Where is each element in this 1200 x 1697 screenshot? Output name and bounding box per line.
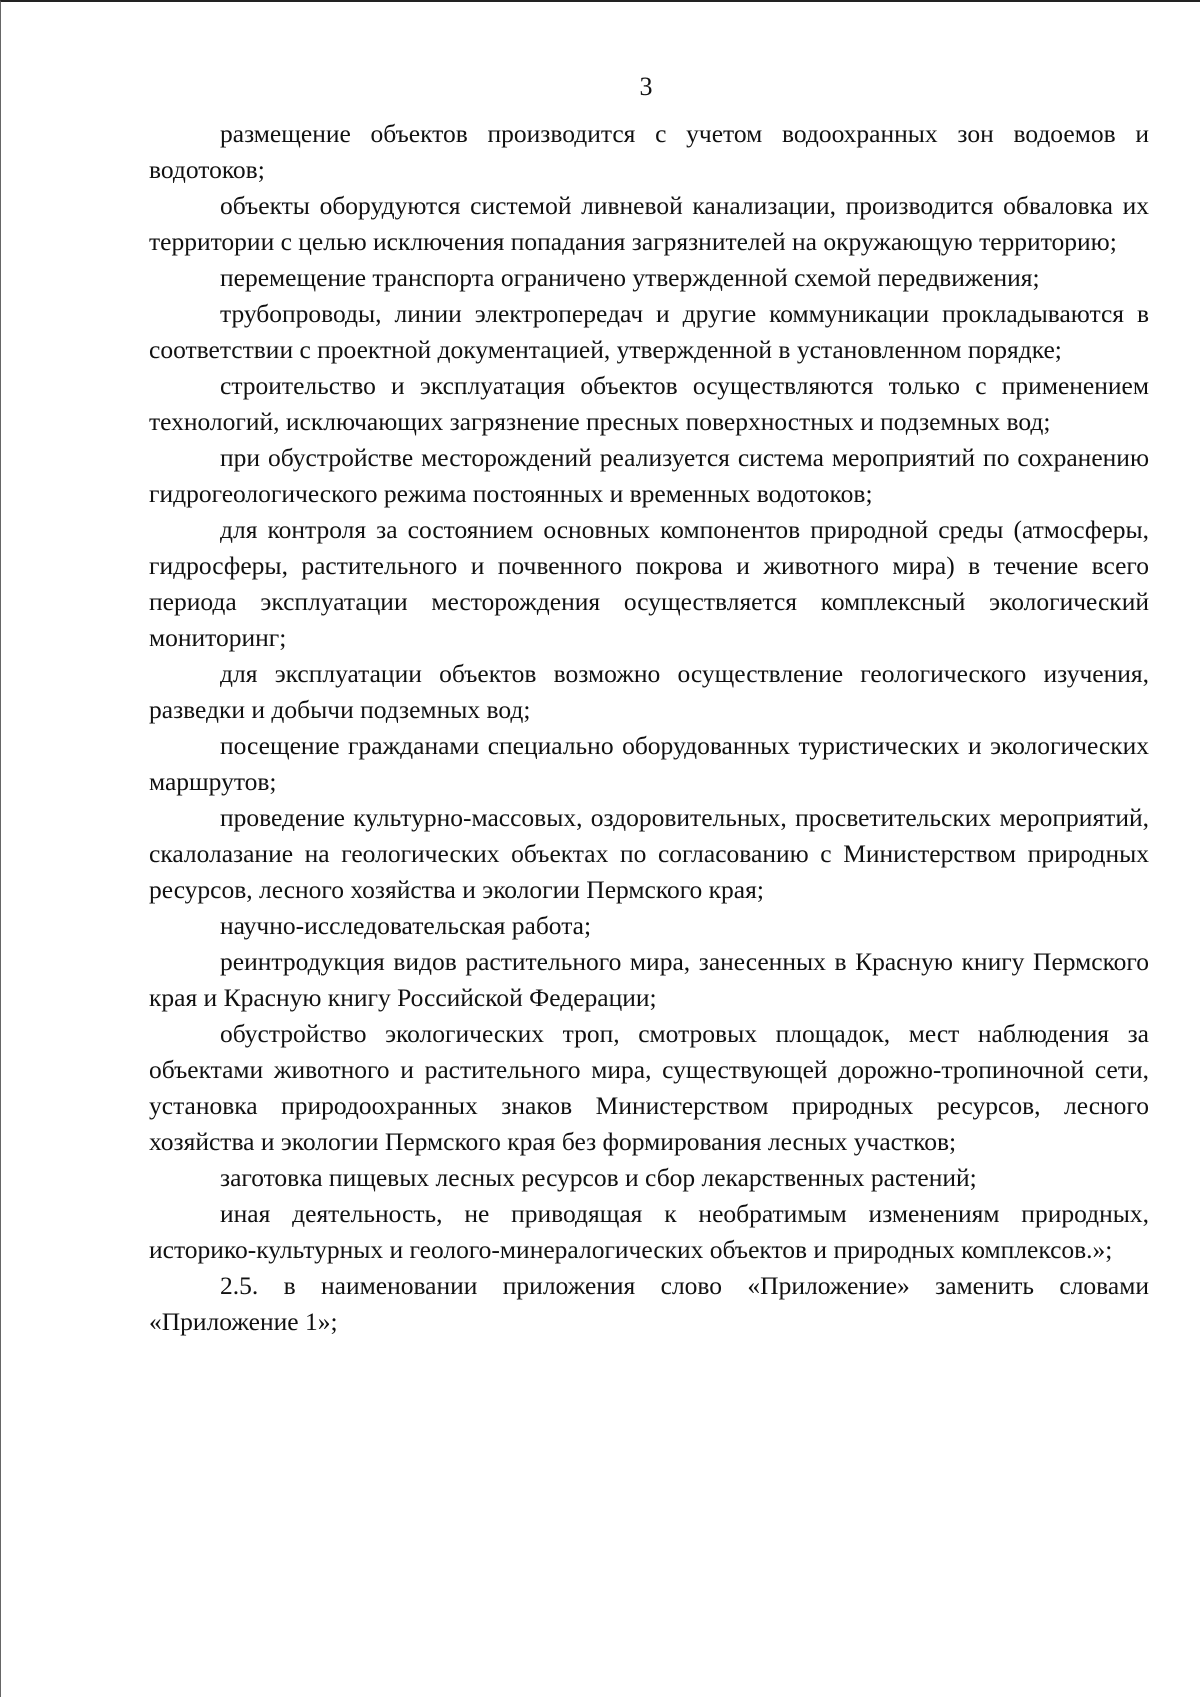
paragraph: трубопроводы, линии электропередач и другие коммуникации прокладываются в соответствии с проектной документацией, утвержденной в установленном порядке; [149, 299, 1149, 364]
paragraph: для контроля за состоянием основных компонентов природной среды (атмосферы, гидросферы, растительного и почвенного покрова и животного мира) в течение всего периода эксплуатации месторождения осуществляется комплексный экологический мониторинг; [149, 515, 1149, 652]
paragraph: размещение объектов производится с учетом водоохранных зон водоемов и водотоков; [149, 119, 1149, 184]
paragraph: реинтродукция видов растительного мира, занесенных в Красную книгу Пермского края и Красную книгу Российской Федерации; [149, 947, 1149, 1012]
paragraph: научно-исследовательская работа; [220, 911, 592, 940]
paragraph: при обустройстве месторождений реализуется система мероприятий по сохранению гидрогеологического режима постоянных и временных водотоков; [149, 443, 1149, 508]
paragraph: 2.5. в наименовании приложения слово «Приложение» заменить словами «Приложение 1»; [149, 1271, 1149, 1336]
paragraph: обустройство экологических троп, смотровых площадок, мест наблюдения за объектами животного и растительного мира, существующей дорожно-тропиночной сети, установка природоохранных знаков Министерством природных ресурсов, лесного хозяйства и экологии Пермского края без формирования лесных участков; [149, 1019, 1149, 1156]
document-body [149, 116, 1149, 1340]
paragraph: строительство и эксплуатация объектов осуществляются только с применением технологий, исключающих загрязнение пресных поверхностных и подземных вод; [149, 371, 1149, 436]
paragraph: объекты оборудуются системой ливневой канализации, производится обваловка их территории с целью исключения попадания загрязнителей на окружающую территорию; [149, 191, 1149, 256]
paragraph: иная деятельность, не приводящая к необратимым изменениям природных, историко-культурных и геолого-минералогических объектов и природных комплексов.»; [149, 1199, 1149, 1264]
paragraph: проведение культурно-массовых, оздоровительных, просветительских мероприятий, скалолазание на геологических объектах по согласованию с Министерством природных ресурсов, лесного хозяйства и экологии Пермского края; [149, 803, 1149, 904]
paragraph: посещение гражданами специально оборудованных туристических и экологических маршрутов; [149, 731, 1149, 796]
paragraph: перемещение транспорта ограничено утвержденной схемой передвижения; [220, 263, 1040, 292]
paragraph: заготовка пищевых лесных ресурсов и сбор лекарственных растений; [220, 1163, 977, 1192]
paragraph: для эксплуатации объектов возможно осуществление геологического изучения, разведки и добычи подземных вод; [149, 659, 1149, 724]
page-number: 3 [639, 72, 653, 101]
